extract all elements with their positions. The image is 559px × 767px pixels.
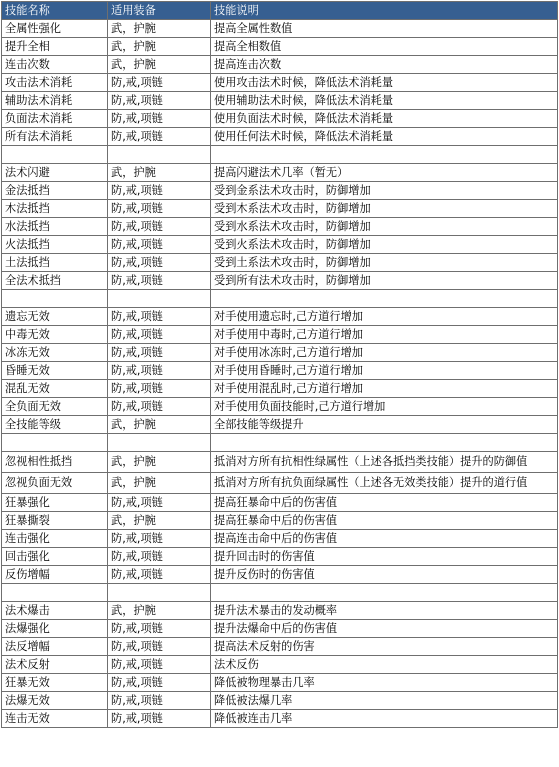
table-row: [2, 692, 558, 710]
table-row: [2, 530, 558, 548]
equipment-cell: 武，护腕: [108, 512, 211, 530]
description-cell: 提升法术暴击的发动概率: [211, 602, 558, 620]
description-cell: 受到金系法术攻击时，防御增加: [211, 182, 558, 200]
skill-name-cell: 法术爆击: [2, 602, 108, 620]
empty-cell: [2, 434, 108, 452]
table-row: [2, 344, 558, 362]
description-cell: 对手使用遗忘时,己方道行增加: [211, 308, 558, 326]
description-cell: 使用攻击法术时候，降低法术消耗量: [211, 74, 558, 92]
equipment-cell: 防,戒,项链: [108, 494, 211, 512]
empty-cell: [211, 584, 558, 602]
empty-cell: [108, 434, 211, 452]
equipment-cell: 防,戒,项链: [108, 566, 211, 584]
table-row: [2, 272, 558, 290]
table-body: [2, 20, 558, 728]
equipment-cell: 防,戒,项链: [108, 272, 211, 290]
equipment-cell: 防,戒,项链: [108, 128, 211, 146]
description-cell: 降低被物理暴击几率: [211, 674, 558, 692]
skill-name-cell: 法爆强化: [2, 620, 108, 638]
description-cell: 使用辅助法术时候，降低法术消耗量: [211, 92, 558, 110]
table-row: [2, 110, 558, 128]
skill-name-cell: 所有法术消耗: [2, 128, 108, 146]
description-cell: 抵消对方所有抗相性绿属性（上述各抵挡类技能）提升的防御值: [211, 452, 558, 473]
skill-name-cell: 连击无效: [2, 710, 108, 728]
empty-cell: [211, 290, 558, 308]
table-row: [2, 452, 558, 473]
skill-name-cell: 遗忘无效: [2, 308, 108, 326]
skill-name-cell: 木法抵挡: [2, 200, 108, 218]
description-cell: 受到火系法术攻击时，防御增加: [211, 236, 558, 254]
skill-name-cell: 回击强化: [2, 548, 108, 566]
skill-name-cell: 土法抵挡: [2, 254, 108, 272]
skill-name-cell: 忽视负面无效: [2, 473, 108, 494]
equipment-cell: 防,戒,项链: [108, 308, 211, 326]
skill-name-cell: 辅助法术消耗: [2, 92, 108, 110]
header-description: 技能说明: [211, 2, 558, 20]
equipment-cell: 防,戒,项链: [108, 674, 211, 692]
equipment-cell: 防,戒,项链: [108, 218, 211, 236]
skills-table-container: [1, 1, 557, 728]
skill-name-cell: 提升全相: [2, 38, 108, 56]
skill-name-cell: 全属性强化: [2, 20, 108, 38]
table-row: [2, 710, 558, 728]
skill-name-cell: 负面法术消耗: [2, 110, 108, 128]
empty-cell: [2, 146, 108, 164]
description-cell: 使用任何法术时候，降低法术消耗量: [211, 128, 558, 146]
equipment-cell: 防,戒,项链: [108, 710, 211, 728]
table-row: [2, 602, 558, 620]
description-cell: 受到木系法术攻击时，防御增加: [211, 200, 558, 218]
skill-name-cell: 攻击法术消耗: [2, 74, 108, 92]
description-cell: 受到水系法术攻击时，防御增加: [211, 218, 558, 236]
empty-cell: [108, 146, 211, 164]
description-cell: 提高法术反射的伤害: [211, 638, 558, 656]
description-cell: 提高闪避法术几率（暂无）: [211, 164, 558, 182]
table-row: [2, 308, 558, 326]
equipment-cell: 武，护腕: [108, 602, 211, 620]
blank-separator-row: [2, 434, 558, 452]
equipment-cell: 防,戒,项链: [108, 656, 211, 674]
table-row: [2, 620, 558, 638]
equipment-cell: 防,戒,项链: [108, 398, 211, 416]
equipment-cell: 防,戒,项链: [108, 326, 211, 344]
description-cell: 提高全相数值: [211, 38, 558, 56]
table-row: [2, 38, 558, 56]
table-row: [2, 236, 558, 254]
table-row: [2, 200, 558, 218]
description-cell: 对手使用负面技能时,己方道行增加: [211, 398, 558, 416]
table-row: [2, 164, 558, 182]
description-cell: 提升反伤时的伤害值: [211, 566, 558, 584]
skill-name-cell: 昏睡无效: [2, 362, 108, 380]
table-row: [2, 56, 558, 74]
description-cell: 抵消对方所有抗负面绿属性（上述各无效类技能）提升的道行值: [211, 473, 558, 494]
empty-cell: [211, 434, 558, 452]
table-row: [2, 674, 558, 692]
skill-name-cell: 连击次数: [2, 56, 108, 74]
equipment-cell: 防,戒,项链: [108, 110, 211, 128]
table-row: [2, 473, 558, 494]
table-row: [2, 218, 558, 236]
description-cell: 全部技能等级提升: [211, 416, 558, 434]
skills-table: [1, 1, 558, 728]
header-equipment: 适用装备: [108, 2, 211, 20]
description-cell: 受到所有法术攻击时，防御增加: [211, 272, 558, 290]
skill-name-cell: 中毒无效: [2, 326, 108, 344]
equipment-cell: 防,戒,项链: [108, 74, 211, 92]
table-row: [2, 326, 558, 344]
equipment-cell: 武，护腕: [108, 164, 211, 182]
skill-name-cell: 法反增幅: [2, 638, 108, 656]
skill-name-cell: 连击强化: [2, 530, 108, 548]
equipment-cell: 武，护腕: [108, 452, 211, 473]
description-cell: 降低被连击几率: [211, 710, 558, 728]
description-cell: 提升回击时的伤害值: [211, 548, 558, 566]
empty-cell: [211, 146, 558, 164]
equipment-cell: 防,戒,项链: [108, 182, 211, 200]
description-cell: 提升法爆命中后的伤害值: [211, 620, 558, 638]
skill-name-cell: 火法抵挡: [2, 236, 108, 254]
equipment-cell: 武，护腕: [108, 473, 211, 494]
blank-separator-row: [2, 146, 558, 164]
table-row: [2, 494, 558, 512]
blank-separator-row: [2, 584, 558, 602]
equipment-cell: 武，护腕: [108, 20, 211, 38]
equipment-cell: 防,戒,项链: [108, 620, 211, 638]
equipment-cell: 防,戒,项链: [108, 548, 211, 566]
skill-name-cell: 水法抵挡: [2, 218, 108, 236]
equipment-cell: 防,戒,项链: [108, 380, 211, 398]
equipment-cell: 武，护腕: [108, 416, 211, 434]
empty-cell: [2, 584, 108, 602]
empty-cell: [2, 290, 108, 308]
equipment-cell: 防,戒,项链: [108, 92, 211, 110]
description-cell: 对手使用混乱时,己方道行增加: [211, 380, 558, 398]
description-cell: 使用负面法术时候，降低法术消耗量: [211, 110, 558, 128]
description-cell: 对手使用冰冻时,己方道行增加: [211, 344, 558, 362]
skill-name-cell: 忽视相性抵挡: [2, 452, 108, 473]
table-row: [2, 548, 558, 566]
table-row: [2, 182, 558, 200]
skill-name-cell: 狂暴无效: [2, 674, 108, 692]
equipment-cell: 防,戒,项链: [108, 200, 211, 218]
description-cell: 提高狂暴命中后的伤害值: [211, 494, 558, 512]
description-cell: 提高连击命中后的伤害值: [211, 530, 558, 548]
table-row: [2, 566, 558, 584]
description-cell: 降低被法爆几率: [211, 692, 558, 710]
table-row: [2, 74, 558, 92]
skill-name-cell: 冰冻无效: [2, 344, 108, 362]
blank-separator-row: [2, 290, 558, 308]
table-row: [2, 20, 558, 38]
description-cell: 对手使用中毒时,己方道行增加: [211, 326, 558, 344]
table-row: [2, 656, 558, 674]
description-cell: 对手使用昏睡时,己方道行增加: [211, 362, 558, 380]
table-row: [2, 638, 558, 656]
table-row: [2, 128, 558, 146]
equipment-cell: 防,戒,项链: [108, 692, 211, 710]
header-row: [2, 2, 558, 20]
skill-name-cell: 全负面无效: [2, 398, 108, 416]
description-cell: 受到土系法术攻击时，防御增加: [211, 254, 558, 272]
equipment-cell: 防,戒,项链: [108, 254, 211, 272]
skill-name-cell: 法爆无效: [2, 692, 108, 710]
equipment-cell: 武，护腕: [108, 38, 211, 56]
equipment-cell: 武，护腕: [108, 56, 211, 74]
skill-name-cell: 反伤增幅: [2, 566, 108, 584]
table-row: [2, 398, 558, 416]
equipment-cell: 防,戒,项链: [108, 530, 211, 548]
header-skill-name: 技能名称: [2, 2, 108, 20]
skill-name-cell: 全法术抵挡: [2, 272, 108, 290]
empty-cell: [108, 584, 211, 602]
table-row: [2, 416, 558, 434]
description-cell: 提高狂暴命中后的伤害值: [211, 512, 558, 530]
table-row: [2, 92, 558, 110]
table-row: [2, 512, 558, 530]
skill-name-cell: 狂暴强化: [2, 494, 108, 512]
table-header: [2, 2, 558, 20]
equipment-cell: 防,戒,项链: [108, 638, 211, 656]
equipment-cell: 防,戒,项链: [108, 344, 211, 362]
empty-cell: [108, 290, 211, 308]
equipment-cell: 防,戒,项链: [108, 236, 211, 254]
description-cell: 提高全属性数值: [211, 20, 558, 38]
equipment-cell: 防,戒,项链: [108, 362, 211, 380]
table-row: [2, 362, 558, 380]
skill-name-cell: 全技能等级: [2, 416, 108, 434]
skill-name-cell: 金法抵挡: [2, 182, 108, 200]
description-cell: 提高连击次数: [211, 56, 558, 74]
table-row: [2, 254, 558, 272]
description-cell: 法术反伤: [211, 656, 558, 674]
skill-name-cell: 混乱无效: [2, 380, 108, 398]
table-row: [2, 380, 558, 398]
skill-name-cell: 狂暴撕裂: [2, 512, 108, 530]
skill-name-cell: 法术闪避: [2, 164, 108, 182]
skill-name-cell: 法术反射: [2, 656, 108, 674]
